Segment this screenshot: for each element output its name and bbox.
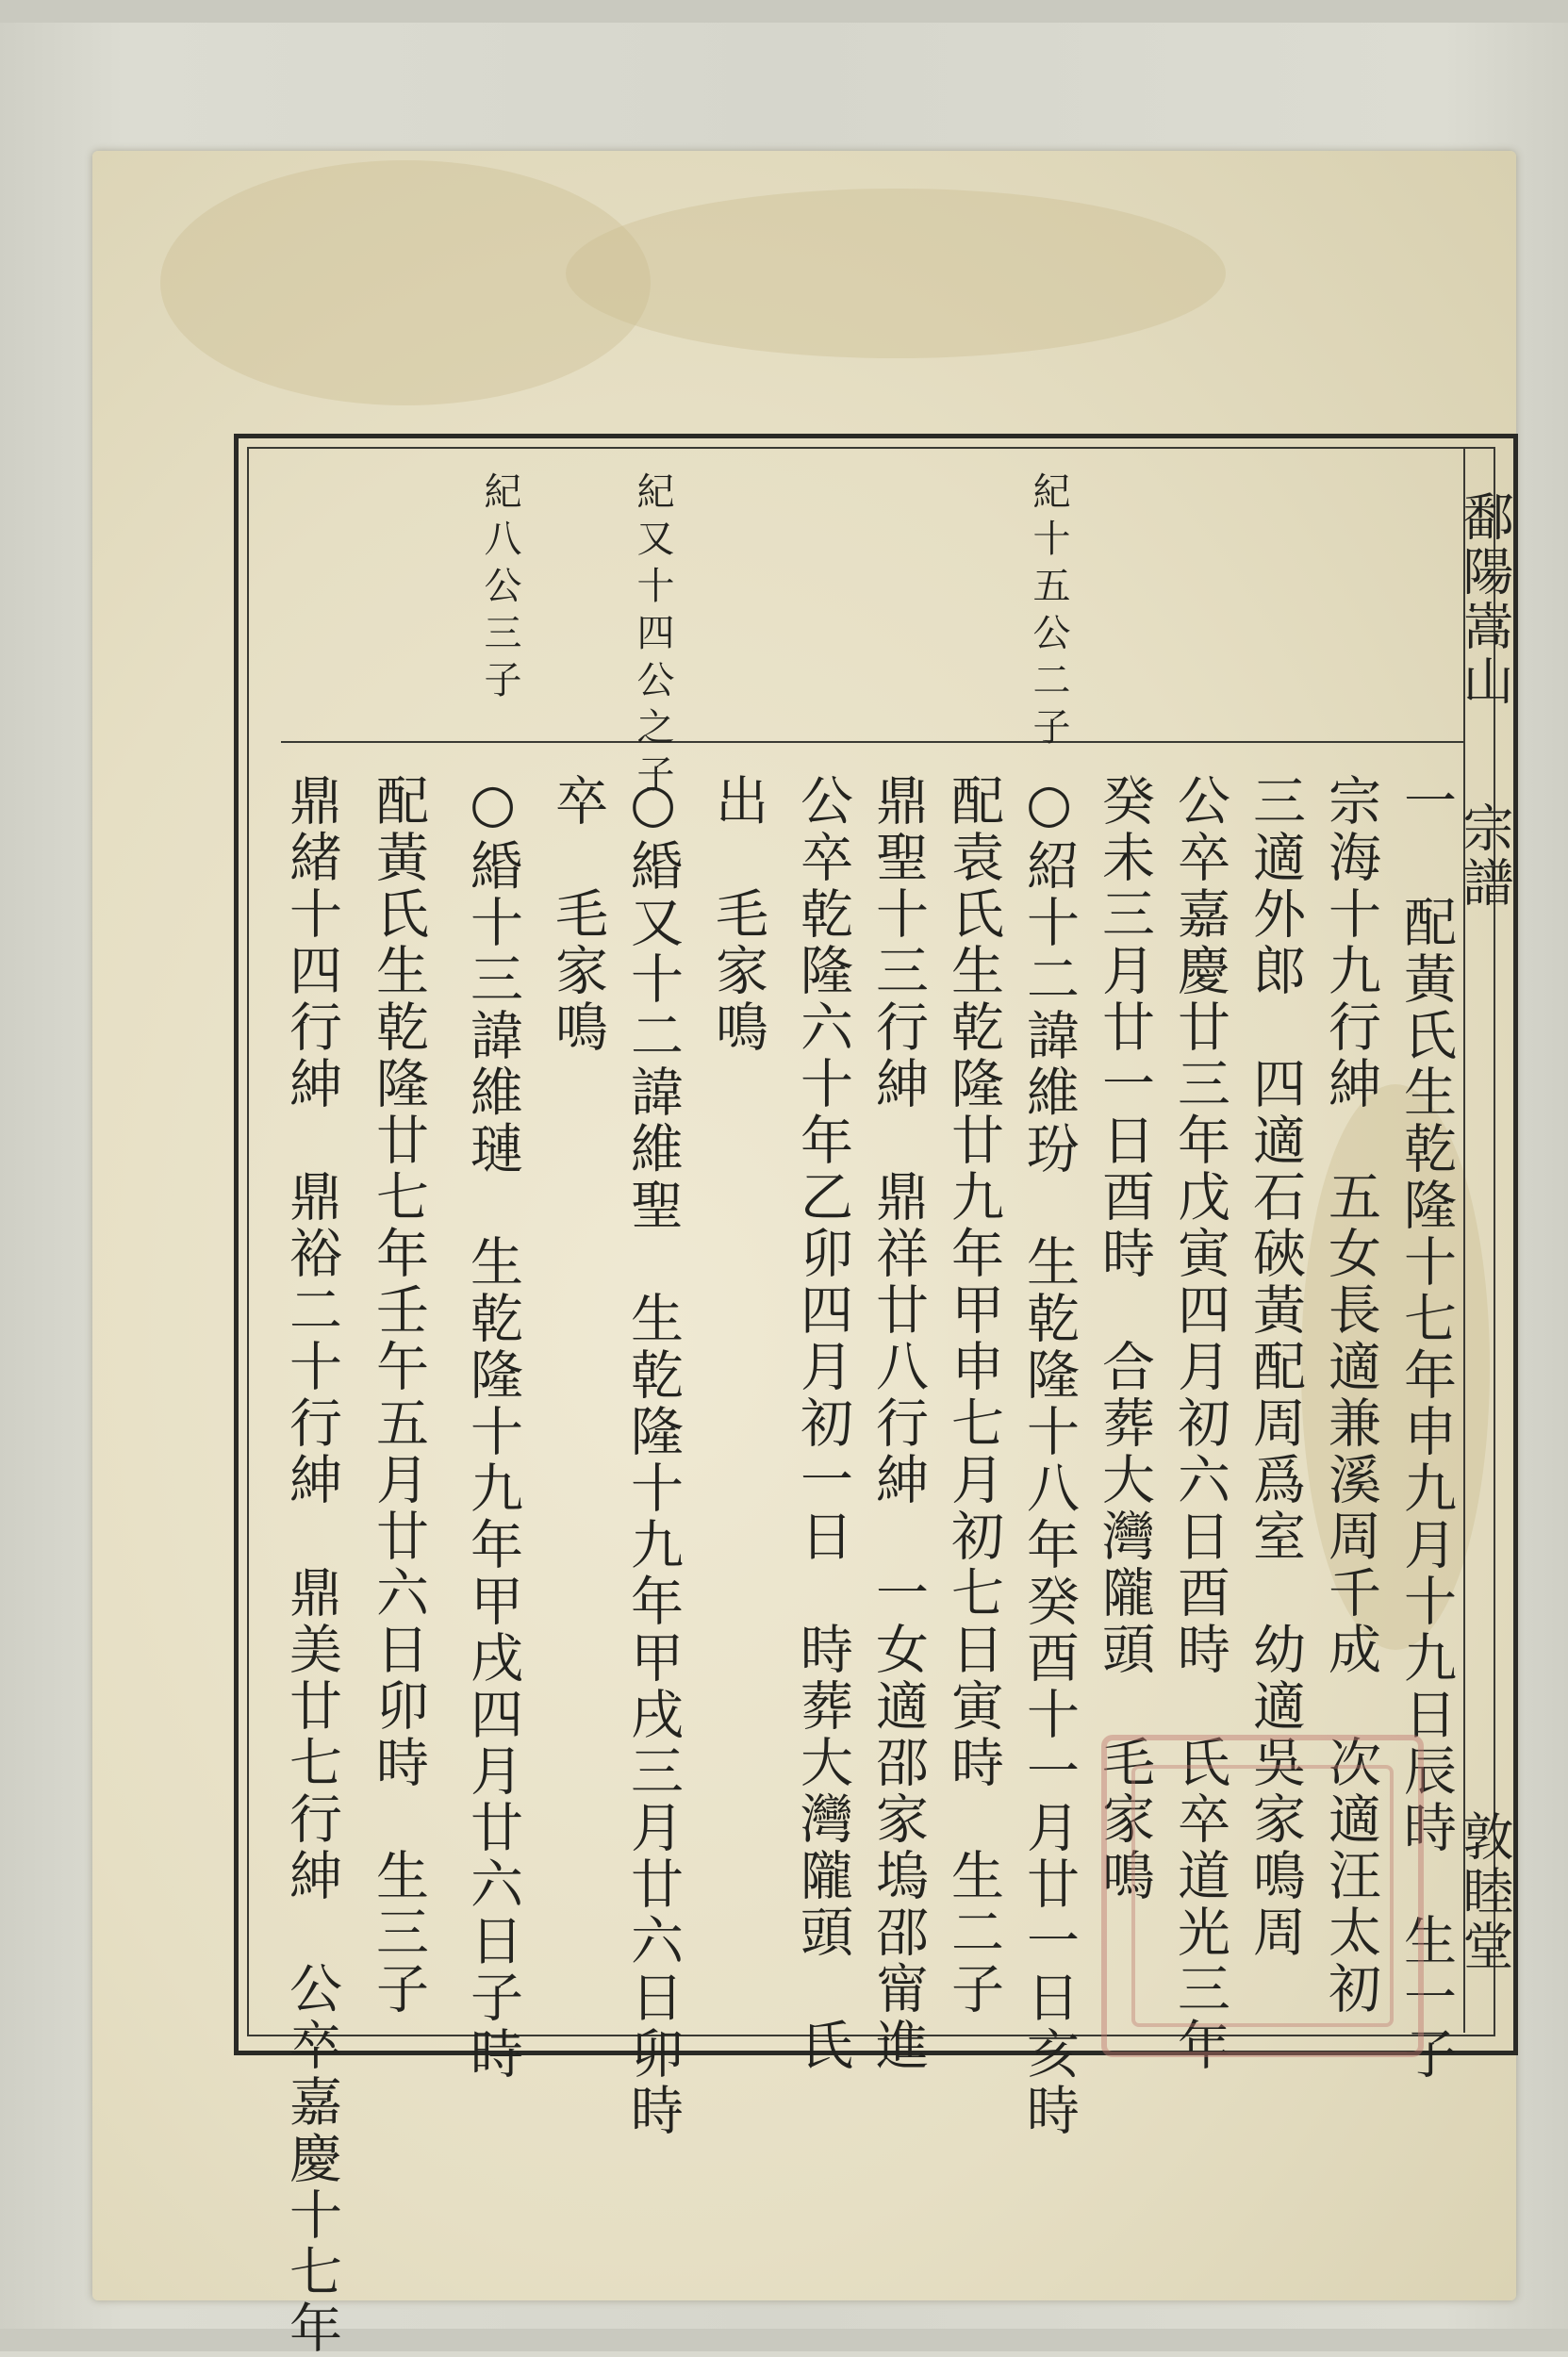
body-column: 配黃氏生乾隆廿七年壬午五月廿六日卯時 生三子 (368, 773, 429, 2018)
body-column: 宗海十九行紳 五女長適兼溪周千成 次適汪太初 (1320, 773, 1381, 2018)
header-divider-line (281, 741, 1463, 743)
body-column: ○紹十二諱維玢 生乾隆十八年癸酉十一月廿一日亥時 (1018, 773, 1080, 2139)
margin-title: 鄱陽嵩山 (1455, 490, 1514, 709)
body-column: 公卒嘉慶廿三年戊寅四月初六日酉時 氏卒道光三年 (1169, 773, 1230, 2074)
mount-bottom-strip (0, 2329, 1568, 2351)
body-column: 鼎聖十三行紳 鼎祥廿八行紳 一女適邵家塢邵甯進 (867, 773, 929, 2074)
body-column: 鼎緒十四行紳 鼎裕二十行紳 鼎美廿七行紳 公卒嘉慶十七年 (281, 773, 342, 2357)
header-column: 紀八公三子 (478, 471, 521, 707)
body-column: 卒 毛家鳴 (547, 773, 608, 1056)
body-column: ○緍十三諱維璉 生乾隆十九年甲戌四月廿六日子時 (462, 773, 523, 2083)
body-column: 一 配黃氏生乾隆十七年申九月十九日辰時 生一子 (1395, 773, 1457, 2083)
margin-section: 宗譜 (1455, 801, 1514, 911)
mount-top-strip (0, 0, 1568, 23)
margin-hall: 敦睦堂 (1455, 1810, 1514, 1974)
body-column: 三適外郎 四適石硤黃配周爲室 幼適吳家鳴周 (1245, 773, 1306, 1961)
seal-inner-border (1131, 1765, 1394, 2027)
body-column: 配袁氏生乾隆廿九年甲申七月初七日寅時 生二子 (943, 773, 1004, 2018)
body-column: 公卒乾隆六十年乙卯四月初一日 時葬大灣隴頭 氏 (792, 773, 853, 2074)
header-column: 紀又十四公之子 (631, 471, 674, 801)
body-column: ○緍又十二諱維聖 生乾隆十九年甲戌三月廿六日卯時 (622, 773, 684, 2139)
library-seal-stamp (1101, 1735, 1424, 2057)
body-column: 癸未三月廿一日酉時 合葬大灣隴頭 毛家鳴 (1094, 773, 1155, 1904)
water-stain (566, 189, 1226, 358)
body-column: 出 毛家鳴 (707, 773, 768, 1056)
header-column: 紀十五公二子 (1027, 471, 1070, 754)
